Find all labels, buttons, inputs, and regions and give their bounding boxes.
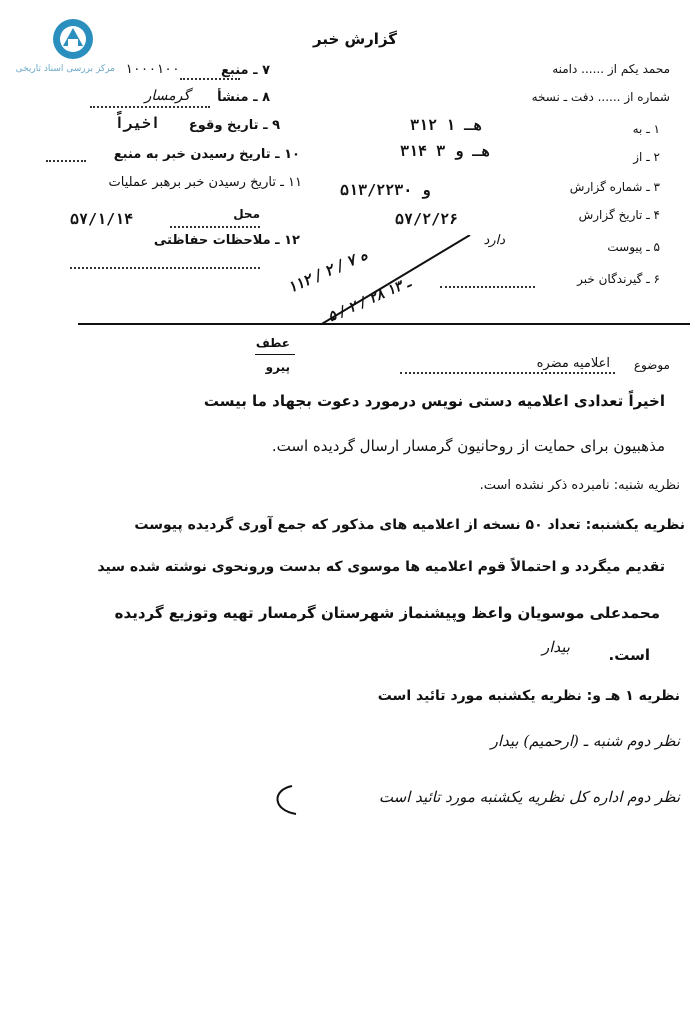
atf-label: عطف	[255, 336, 290, 350]
handwritten-number-2: ۵ / ۲ / ۲۸ ـ ۱۳	[325, 274, 414, 326]
handwritten-number-1: ۱۱ه ۷ / ۲ / ۲	[285, 245, 371, 297]
atf-value: پیرو	[265, 360, 290, 374]
divider	[78, 323, 690, 325]
field-attachment-value: دارد	[483, 233, 505, 248]
handwritten-flourish	[262, 780, 302, 820]
field-attachment-label: ۵ ـ پیوست	[607, 240, 660, 254]
body-note1: نظریه شنبه: نامبرده ذکر نشده است.	[479, 478, 680, 493]
field-report-number-label: ۳ ـ شماره گزارش	[569, 180, 660, 194]
field-received-ops-label: ۱۱ ـ تاریخ رسیدن خبر برهبر عملیات	[108, 175, 302, 190]
field-report-date-value: ۵۷/۲/۲۶	[395, 210, 459, 228]
subject-label: موضوع	[633, 358, 670, 372]
field-security-label: ۱۲ ـ ملاحظات حفاظتی	[153, 233, 300, 248]
field-to-value: ۳۱۲ هـ ۱	[410, 116, 483, 134]
page-title: گزارش خبر	[312, 30, 398, 48]
body-note2-line2: تقدیم میگردد و احتمالاً قوم اعلامیه ها موسوی که بدست ورونحوی نوشته شده سید	[97, 559, 665, 575]
handwritten-line-2: نظر دوم اداره کل نظریه یکشنبه مورد تائید است	[378, 788, 680, 806]
watermark-text: مرکز بررسی اسناد تاریخی	[15, 64, 115, 74]
field-event-date-label: ۹ ـ تاریخ وقوع	[188, 118, 280, 133]
body-note2-handwritten: بیدار	[542, 638, 570, 656]
field-source-value: ۱۰۰۰۱۰۰	[125, 62, 180, 77]
body-p1-line2: مذهبیون برای حمایت از روحانیون گرمسار ارسال گردیده است.	[271, 437, 665, 455]
field-place-label: محل	[233, 207, 260, 221]
subject-value: اعلامیه مضره	[536, 356, 610, 371]
field-place-value: ۵۷/۱/۱۴	[70, 210, 134, 228]
field-report-date-label: ۴ ـ تاریخ گزارش	[578, 208, 660, 222]
field-recipients-label: ۶ ـ گیرندگان خبر	[577, 272, 660, 286]
body-note2-line1: نظریه یکشنبه: تعداد ۵۰ نسخه از اعلامیه های مذکور که جمع آوری گردیده پیوست	[134, 517, 685, 533]
field-to-label: ۱ ـ به	[632, 122, 660, 136]
archive-logo-icon	[50, 16, 96, 62]
field-from-value: ۳۱۴ هـ و ۳	[400, 142, 491, 160]
field-origin-value: گرمسار	[144, 88, 190, 104]
atf-divider	[255, 354, 295, 355]
body-note2-line3: محمدعلی موسویان واعظ وپیشنماز شهرستان گرمسار تهیه وتوزیع گردیده	[114, 604, 660, 622]
field-origin-label: ۸ ـ منشأ	[217, 90, 270, 105]
field-from-label: ۲ ـ از	[633, 150, 660, 164]
body-note3: نظریه ۱ هـ و: نظریه یکشنبه مورد تائید است	[377, 688, 680, 704]
right-head-1: محمد یکم از ...... دامنه	[552, 62, 670, 76]
body-note2-line4: است.	[608, 646, 650, 664]
body-p1-line1: اخیراً تعدادی اعلامیه دستی نویس درمورد دعوت بجهاد ما بیست	[203, 392, 665, 410]
right-head-2: شماره از ...... دفت ـ نسخه	[531, 90, 670, 104]
field-report-number-value: ۵۱۳/۲۲۳۰ و	[340, 181, 431, 199]
handwritten-line-1: نظر دوم شنبه ـ (ارحمیم) بیدار	[490, 732, 680, 750]
field-received-source-label: ۱۰ ـ تاریخ رسیدن خبر به منبع	[113, 147, 300, 162]
field-source-label: ۷ ـ منبع	[221, 63, 270, 78]
field-event-date-value: اخیراً	[114, 114, 160, 132]
